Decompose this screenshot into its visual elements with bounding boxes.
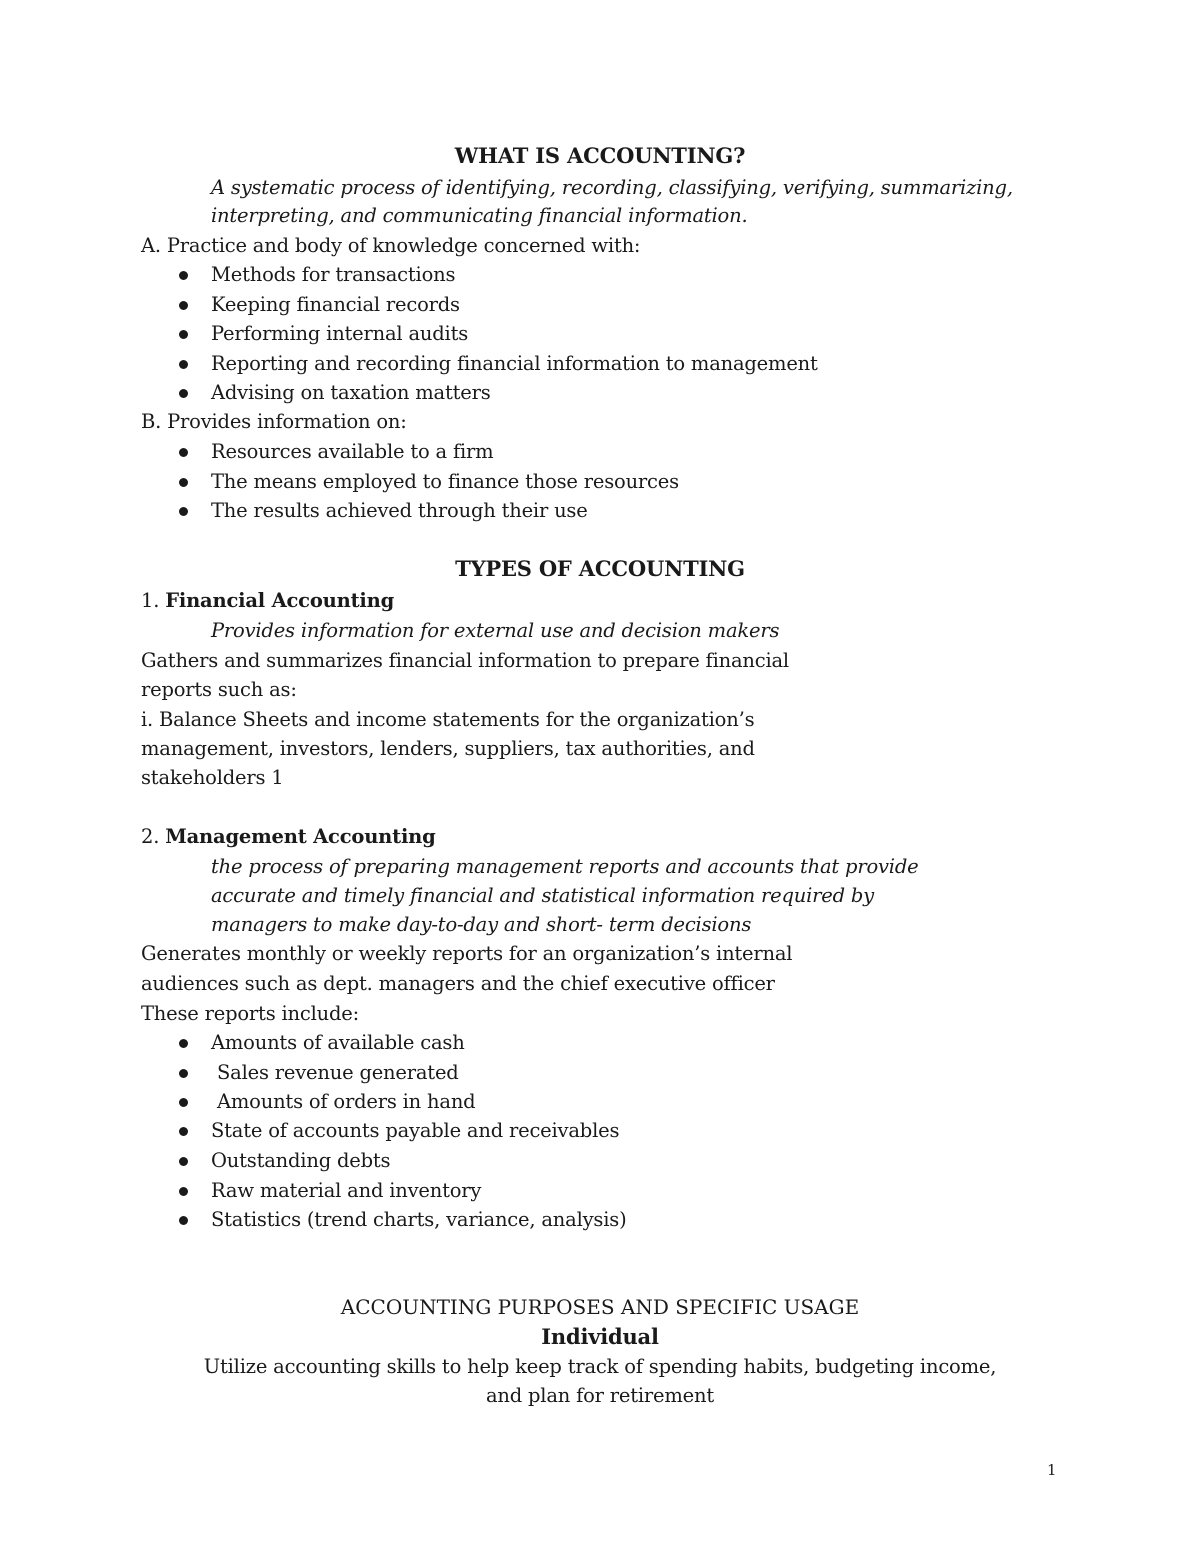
definition-line-2: interpreting, and communicating financial information. [211, 204, 748, 227]
financial-definition: Provides information for external use and decision makers [211, 619, 780, 642]
heading-label: Financial Accounting [165, 589, 395, 612]
part-a-heading: A. Practice and body of knowledge concerned with: [141, 234, 641, 257]
bullet-icon [179, 1216, 188, 1225]
management-body-line: Generates monthly or weekly reports for an organization’s internal [141, 942, 793, 965]
section-title-accounting-purposes: ACCOUNTING PURPOSES AND SPECIFIC USAGE [340, 1295, 860, 1319]
bullet-icon [179, 1187, 188, 1196]
list-item: Raw material and inventory [211, 1179, 482, 1202]
list-item: Statistics (trend charts, variance, analysis) [211, 1208, 627, 1231]
management-body-line: audiences such as dept. managers and the chief executive officer [141, 972, 775, 995]
bullet-icon [179, 360, 188, 369]
list-item: Performing internal audits [211, 322, 469, 345]
list-item: Amounts of orders in hand [211, 1090, 476, 1113]
financial-body-line: i. Balance Sheets and income statements for the organization’s [141, 708, 755, 731]
financial-body-line: Gathers and summarizes financial information to prepare financial [141, 649, 789, 672]
list-item: Advising on taxation matters [211, 381, 491, 404]
list-item: Keeping financial records [211, 293, 460, 316]
part-b-heading: B. Provides information on: [141, 410, 407, 433]
list-item: Amounts of available cash [211, 1031, 465, 1054]
list-item: Reporting and recording financial information to management [211, 352, 818, 375]
bullet-icon [179, 1127, 188, 1136]
bullet-icon [179, 1039, 188, 1048]
bullet-icon [179, 1069, 188, 1078]
bullet-icon [179, 448, 188, 457]
financial-body-line: reports such as: [141, 678, 297, 701]
heading-number: 1. [141, 589, 160, 612]
individual-body-line: Utilize accounting skills to help keep track of spending habits, budgeting income, [203, 1355, 997, 1378]
list-item: The means employed to finance those resources [211, 470, 679, 493]
list-item: State of accounts payable and receivables [211, 1119, 620, 1142]
section-title-types-of-accounting: TYPES OF ACCOUNTING [455, 556, 745, 581]
bullet-icon [179, 1157, 188, 1166]
bullet-icon [179, 271, 188, 280]
heading-label: Management Accounting [165, 825, 436, 848]
list-item: Methods for transactions [211, 263, 456, 286]
heading-number: 2. [141, 825, 160, 848]
management-body-line: These reports include: [141, 1002, 360, 1025]
financial-body-line: management, investors, lenders, suppliers, tax authorities, and [141, 737, 755, 760]
list-item: Resources available to a firm [211, 440, 494, 463]
financial-body-line: stakeholders 1 [141, 766, 284, 789]
page-number: 1 [1047, 1461, 1057, 1479]
management-definition-line: accurate and timely financial and statistical information required by [211, 884, 874, 907]
bullet-icon [179, 507, 188, 516]
list-item: The results achieved through their use [211, 499, 588, 522]
bullet-icon [179, 301, 188, 310]
management-definition-line: managers to make day-to-day and short- term decisions [211, 913, 752, 936]
list-item: Sales revenue generated [211, 1061, 459, 1084]
management-accounting-heading [141, 822, 436, 852]
bullet-icon [179, 389, 188, 398]
subheading-individual: Individual [541, 1324, 659, 1349]
management-definition-line: the process of preparing management reports and accounts that provide [211, 855, 919, 878]
bullet-icon [179, 330, 188, 339]
definition-line-1: A systematic process of identifying, recording, classifying, verifying, summarizing, [211, 176, 1013, 199]
bullet-icon [179, 1098, 188, 1107]
section-title-what-is-accounting: WHAT IS ACCOUNTING? [454, 143, 746, 168]
list-item: Outstanding debts [211, 1149, 391, 1172]
bullet-icon [179, 478, 188, 487]
financial-accounting-heading [141, 586, 394, 616]
individual-body-line: and plan for retirement [485, 1384, 715, 1407]
